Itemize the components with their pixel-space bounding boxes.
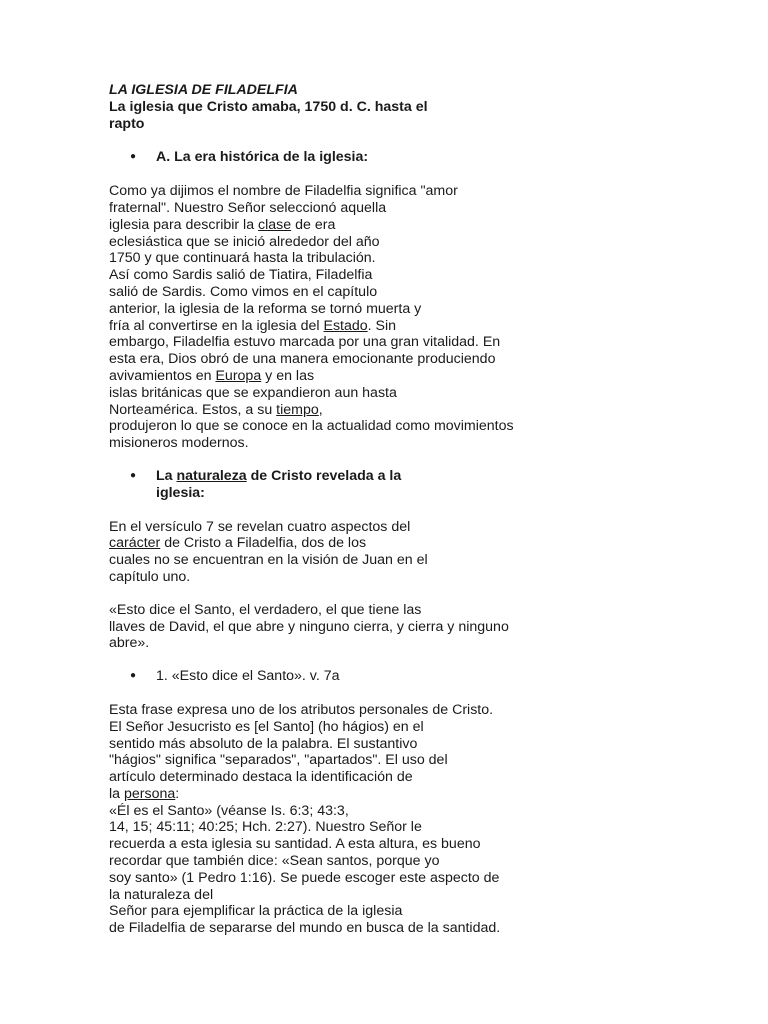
section-heading-naturaleza bbox=[109, 468, 569, 502]
link-clase[interactable]: clase bbox=[258, 216, 292, 233]
section-heading-line: iglesia: bbox=[156, 484, 205, 501]
text-fragment: avivamientos en bbox=[109, 367, 216, 384]
link-naturaleza[interactable]: naturaleza bbox=[176, 467, 247, 484]
link-europa[interactable]: Europa bbox=[215, 367, 262, 384]
section-heading-1 bbox=[109, 668, 569, 685]
text-line: Señor para ejemplificar la práctica de la iglesia bbox=[109, 903, 403, 920]
text-line: de Filadelfia de separarse del mundo en busca de la santidad. bbox=[109, 920, 501, 937]
subtitle-line: rapto bbox=[109, 115, 145, 132]
paragraph-quote bbox=[109, 602, 569, 652]
link-persona[interactable]: persona bbox=[123, 785, 176, 802]
text-line: Así como Sardis salió de Tiatira, Filadelfia bbox=[109, 267, 373, 284]
text-fragment: Norteamérica. Estos, a su bbox=[109, 401, 277, 418]
paragraph-era bbox=[109, 183, 569, 452]
text-line bbox=[109, 318, 569, 335]
text-line: llaves de David, el que abre y ninguno cierra, y cierra y ninguno bbox=[109, 618, 509, 635]
text-line: anterior, la iglesia de la reforma se tornó muerta y bbox=[109, 300, 422, 317]
section-heading-text: A. La era histórica de la iglesia: bbox=[156, 149, 369, 166]
text-line: recuerda a esta iglesia su santidad. A esta altura, es bueno bbox=[109, 836, 481, 853]
text-fragment: la bbox=[109, 785, 124, 802]
section-heading-text: 1. «Esto dice el Santo». v. 7a bbox=[156, 668, 340, 685]
text-line: fraternal". Nuestro Señor seleccionó aquella bbox=[109, 199, 387, 216]
text-line bbox=[109, 402, 569, 419]
text-fragment: iglesia para describir la bbox=[109, 216, 259, 233]
text-fragment: fría al convertirse en la iglesia del bbox=[109, 317, 324, 334]
text-fragment: La bbox=[156, 467, 177, 484]
text-line: sentido más absoluto de la palabra. El sustantivo bbox=[109, 735, 418, 752]
text-line: cuales no se encuentran en la visión de Juan en el bbox=[109, 552, 428, 569]
text-line: salió de Sardis. Como vimos en el capítulo bbox=[109, 283, 378, 300]
text-fragment: . Sin bbox=[367, 317, 397, 334]
text-fragment: y en las bbox=[261, 367, 315, 384]
text-line: El Señor Jesucristo es [el Santo] (ho hágios) en el bbox=[109, 718, 424, 735]
bullet-icon: ● bbox=[130, 670, 137, 682]
section-heading-line bbox=[156, 468, 569, 485]
text-line: 14, 15; 45:11; 40:25; Hch. 2:27). Nuestro Señor le bbox=[109, 819, 422, 836]
text-line: Esta frase expresa uno de los atributos personales de Cristo. bbox=[109, 701, 494, 718]
text-line: recordar que también dice: «Sean santos, porque yo bbox=[109, 853, 440, 870]
text-line: produjeron lo que se conoce en la actualidad como movimientos bbox=[109, 418, 514, 435]
text-line bbox=[109, 535, 569, 552]
subtitle-line: La iglesia que Cristo amaba, 1750 d. C. hasta el bbox=[109, 98, 428, 115]
paragraph-versiculo bbox=[109, 519, 569, 586]
text-line: Como ya dijimos el nombre de Filadelfia significa "amor bbox=[109, 183, 458, 200]
text-fragment: : bbox=[175, 785, 180, 802]
link-tiempo[interactable]: tiempo bbox=[276, 401, 319, 418]
text-line: artículo determinado destaca la identificación de bbox=[109, 769, 413, 786]
text-line: islas británicas que se expandieron aun hasta bbox=[109, 384, 397, 401]
text-line bbox=[109, 786, 569, 803]
link-estado[interactable]: Estado bbox=[323, 317, 368, 334]
text-line bbox=[109, 217, 569, 234]
text-line: "hágios" significa "separados", "apartados". El uso del bbox=[109, 752, 448, 769]
text-line: capítulo uno. bbox=[109, 568, 191, 585]
document-page bbox=[109, 82, 569, 953]
link-caracter[interactable]: carácter bbox=[109, 535, 161, 552]
text-line: esta era, Dios obró de una manera emocionante produciendo bbox=[109, 351, 496, 368]
text-line: la naturaleza del bbox=[109, 886, 214, 903]
text-line: «Esto dice el Santo, el verdadero, el que tiene las bbox=[109, 601, 422, 618]
document-title: LA IGLESIA DE FILADELFIA bbox=[109, 82, 298, 98]
text-line: eclesiástica que se inició alrededor del año bbox=[109, 233, 380, 250]
text-fragment: de era bbox=[291, 216, 336, 233]
paragraph-santo bbox=[109, 702, 569, 937]
text-fragment: de Cristo a Filadelfia, dos de los bbox=[160, 535, 367, 552]
text-line: «Él es el Santo» (véanse Is. 6:3; 43:3, bbox=[109, 802, 349, 819]
text-line: 1750 y que continuará hasta la tribulación. bbox=[109, 250, 376, 267]
text-line: misioneros modernos. bbox=[109, 435, 249, 452]
text-line: abre». bbox=[109, 635, 150, 652]
document-subtitle bbox=[109, 99, 569, 133]
text-line: soy santo» (1 Pedro 1:16). Se puede escoger este aspecto de bbox=[109, 869, 500, 886]
bullet-icon: ● bbox=[130, 151, 137, 163]
bullet-icon: ● bbox=[130, 469, 137, 481]
text-fragment: , bbox=[318, 401, 323, 418]
text-line: embargo, Filadelfia estuvo marcada por una gran vitalidad. En bbox=[109, 334, 501, 351]
text-fragment: de Cristo revelada a la bbox=[246, 467, 402, 484]
text-line: En el versículo 7 se revelan cuatro aspectos del bbox=[109, 518, 411, 535]
section-heading-a bbox=[109, 149, 569, 166]
text-line bbox=[109, 368, 569, 385]
